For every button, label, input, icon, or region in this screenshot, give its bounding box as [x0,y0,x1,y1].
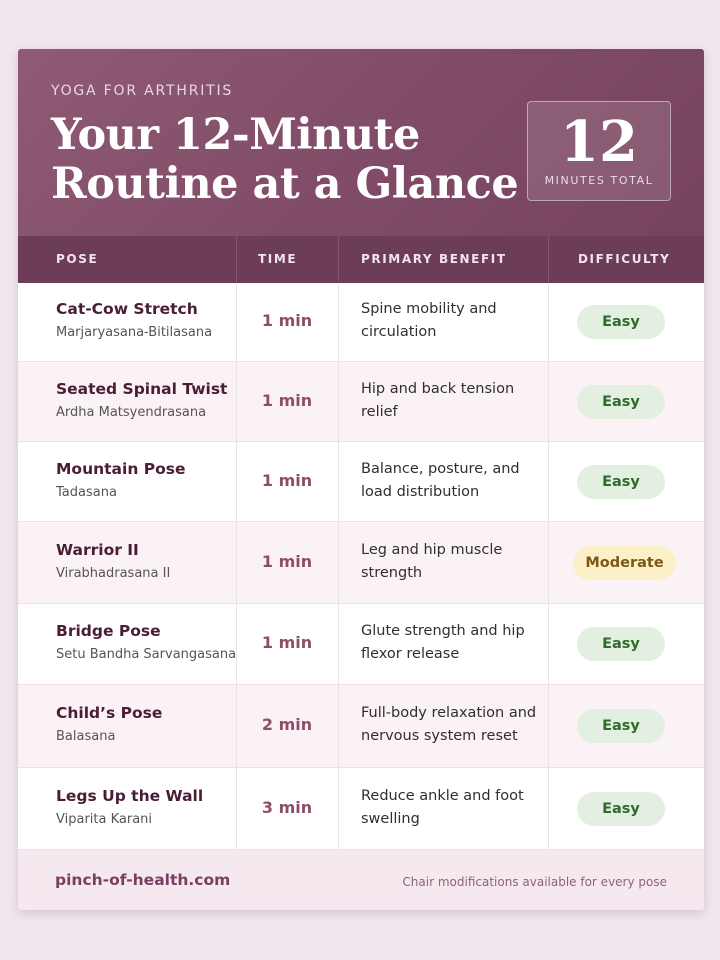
difficulty-badge: Moderate [573,546,676,580]
pose-sanskrit-name: Tadasana [56,484,117,500]
pose-sanskrit-name: Ardha Matsyendrasana [56,404,207,420]
difficulty-badge: Easy [577,627,665,661]
pose-benefit [361,620,551,666]
table-row [18,768,704,850]
routine-card [18,49,704,910]
benefit-line-2: flexor release [361,646,460,662]
eyebrow-label: YOGA FOR ARTHRITIS [51,83,234,99]
pose-time: 1 min [261,551,313,571]
column-divider [338,768,339,849]
page-title [51,111,521,209]
table-header [18,236,704,283]
benefit-line-2: nervous system reset [361,728,518,744]
benefit-line-1: Glute strength and hip [361,623,525,639]
pose-sanskrit-name: Virabhadrasana II [56,565,171,581]
column-header-difficulty: DIFFICULTY [578,252,671,266]
benefit-line-2: relief [361,403,398,420]
column-header-benefit: PRIMARY BENEFIT [361,252,507,266]
pose-name: Cat-Cow Stretch [56,300,198,318]
pose-benefit [361,378,551,424]
column-header-time: TIME [258,252,298,266]
pose-name: Seated Spinal Twist [56,379,228,398]
table-row [18,442,704,522]
difficulty-badge: Easy [577,465,665,499]
difficulty-badge: Easy [577,385,665,419]
total-minutes-box [527,101,671,201]
benefit-line-1: Hip and back tension [361,380,515,397]
total-minutes-label: MINUTES TOTAL [544,174,654,187]
column-divider [338,522,339,603]
benefit-line-1: Balance, posture, and [361,460,520,477]
card-footer [18,850,704,910]
pose-sanskrit-name: Setu Bandha Sarvangasana [56,647,237,662]
column-divider [338,442,339,521]
difficulty-badge: Easy [577,709,665,743]
pose-time: 1 min [261,390,313,410]
table-row [18,685,704,768]
benefit-line-2: circulation [361,324,437,340]
column-divider [338,236,339,283]
title-line-2: Routine at a Glance [51,159,519,209]
card-header [18,49,704,236]
pose-name: Child’s Pose [56,704,163,722]
benefit-line-2: swelling [361,810,420,827]
pose-sanskrit-name: Marjaryasana-Bitilasana [56,325,213,340]
pose-benefit [361,539,551,585]
title-line-1: Your 12-Minute [51,110,420,160]
benefit-line-1: Full-body relaxation and [361,705,537,721]
column-header-pose: POSE [56,252,99,266]
table-row [18,604,704,685]
pose-name: Mountain Pose [56,459,186,478]
footer-note: Chair modifications available for every pose [402,875,667,889]
benefit-line-2: load distribution [361,483,480,500]
column-divider [338,283,339,361]
pose-sanskrit-name: Viparita Karani [56,811,153,827]
column-divider [338,685,339,767]
column-divider [338,604,339,684]
benefit-line-1: Spine mobility and [361,301,497,317]
benefit-line-1: Leg and hip muscle [361,541,503,558]
table-row [18,362,704,442]
table-row [18,283,704,362]
benefit-line-1: Reduce ankle and foot [361,787,524,804]
pose-benefit [361,458,551,504]
pose-name: Legs Up the Wall [56,786,204,805]
pose-benefit [361,702,551,748]
pose-name: Bridge Pose [56,622,161,640]
table-row [18,522,704,604]
pose-time: 2 min [261,715,313,734]
pose-time: 1 min [261,470,313,490]
pose-name: Warrior II [56,540,139,559]
column-divider [548,236,549,283]
column-divider [338,362,339,441]
table-body [18,283,704,850]
difficulty-badge: Easy [577,792,665,826]
column-divider [236,236,237,283]
pose-time: 1 min [261,633,313,652]
difficulty-badge: Easy [577,305,665,339]
benefit-line-2: strength [361,564,423,581]
pose-benefit [361,785,551,831]
pose-time: 1 min [261,311,313,330]
pose-time: 3 min [261,797,313,817]
pose-benefit [361,298,551,344]
site-link[interactable]: pinch-of-health.com [55,871,231,889]
pose-sanskrit-name: Balasana [56,729,116,744]
total-minutes-number: 12 [560,109,638,175]
